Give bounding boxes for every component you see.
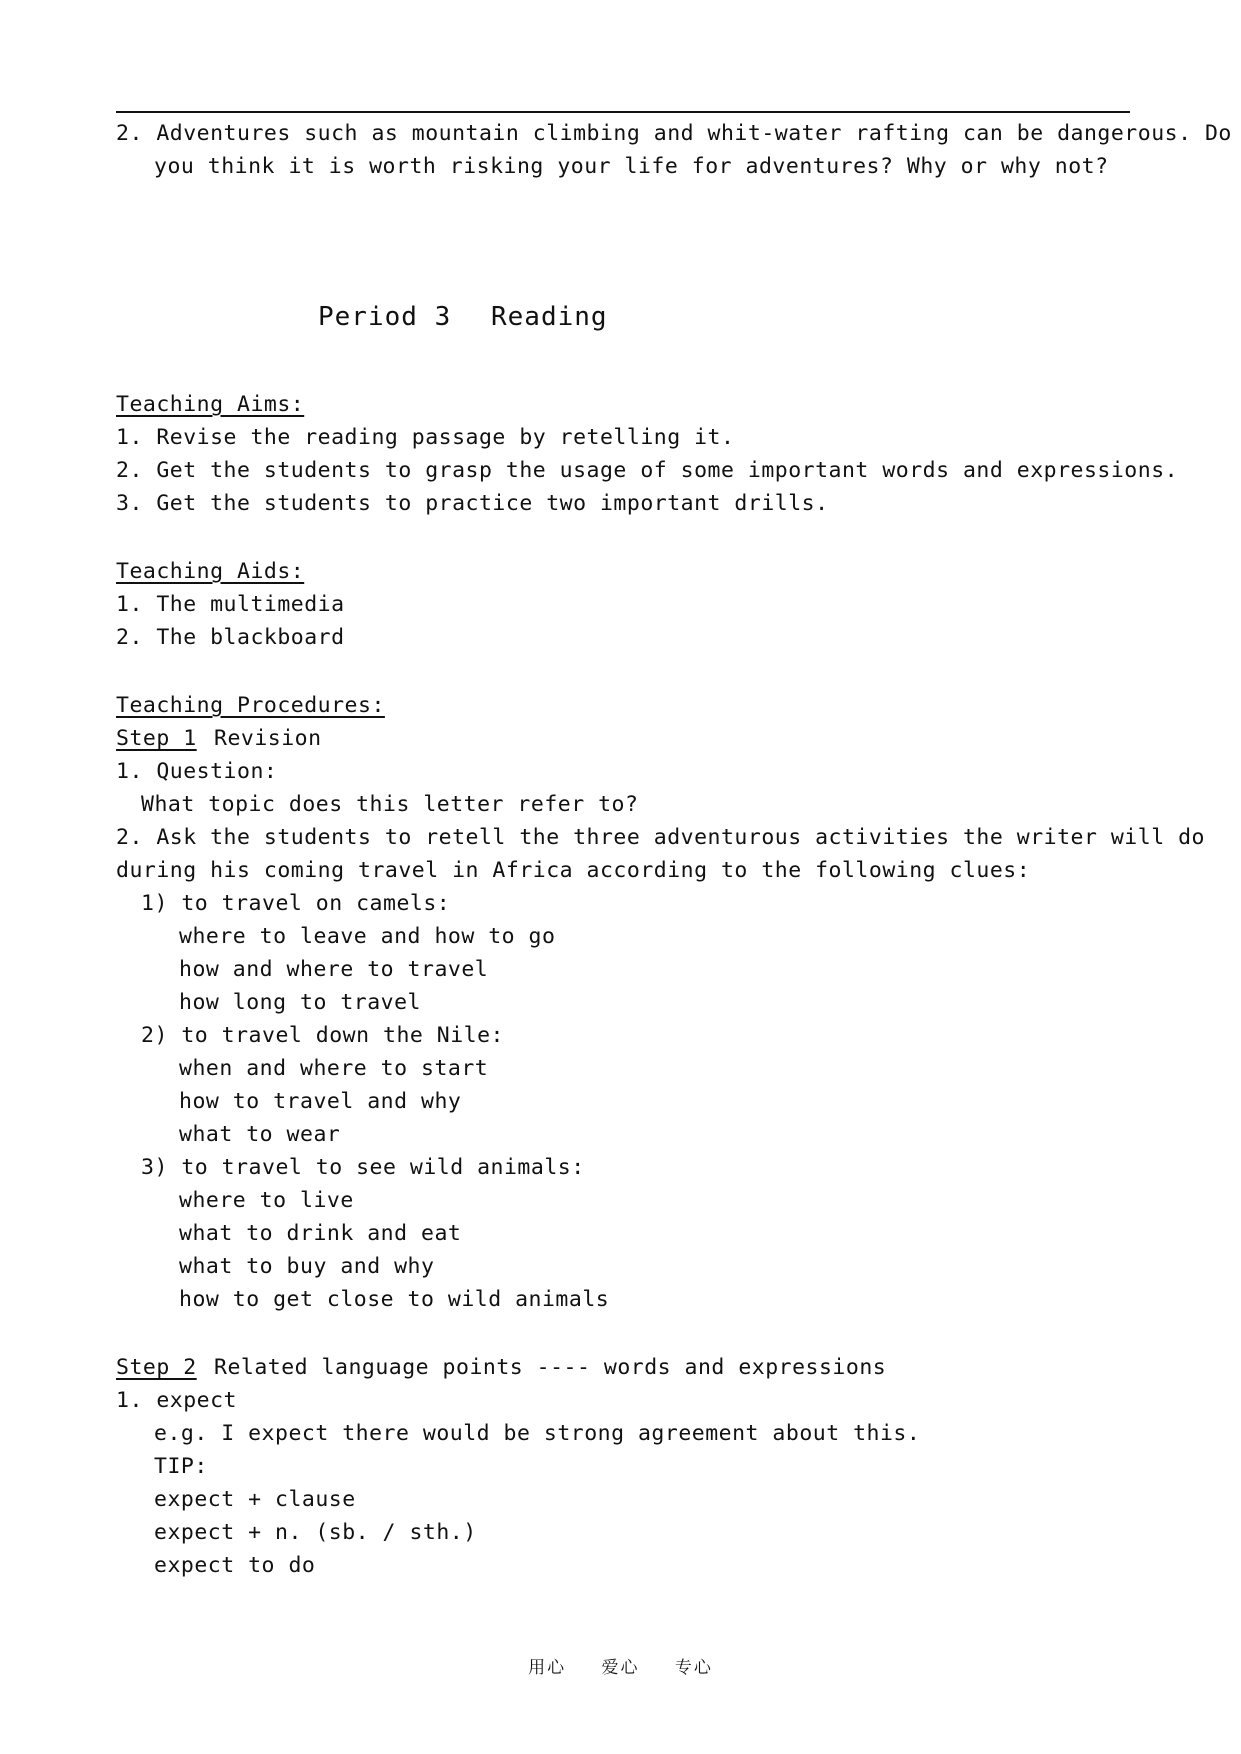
question-2-line1: 2. Adventures such as mountain climbing and whit-water rafting can be dangerous. Do [116, 121, 1232, 146]
aim-item: 1. Revise the reading passage by retelling it. [116, 425, 735, 450]
footer-word: 爱心 [601, 1658, 640, 1678]
period-title: Period 3 [318, 302, 452, 332]
question-2-line2: you think it is worth risking your life for adventures? Why or why not? [154, 154, 1109, 179]
step1-ask-line2: during his coming travel in Africa according to the following clues: [116, 858, 1031, 883]
clue-item: where to live [179, 1188, 354, 1213]
aim-item: 2. Get the students to grasp the usage of some important words and expressions. [116, 458, 1179, 483]
section-title: Reading [491, 302, 608, 332]
aid-item: 1. The multimedia [116, 592, 345, 617]
step1-question: What topic does this letter refer to? [141, 792, 639, 817]
aids-heading: Teaching Aids: [116, 559, 305, 584]
clue-item: how and where to travel [179, 957, 489, 982]
clue-item: what to wear [179, 1122, 341, 1147]
clue-item: how to travel and why [179, 1089, 462, 1114]
step1-question-label: 1. Question: [116, 759, 278, 784]
aim-item: 3. Get the students to practice two important drills. [116, 491, 829, 516]
step1-ask-line1: 2. Ask the students to retell the three adventurous activities the writer will do [116, 825, 1205, 850]
step1-title: Revision [214, 726, 322, 751]
clue-item: what to buy and why [179, 1254, 435, 1279]
footer-word: 专心 [674, 1658, 713, 1678]
expect-line: expect to do [154, 1553, 316, 1578]
clue-heading: 3) to travel to see wild animals: [141, 1155, 585, 1180]
procedures-heading: Teaching Procedures: [116, 693, 385, 718]
page-footer [0, 1653, 1241, 1678]
expect-line: TIP: [154, 1454, 208, 1479]
aims-heading: Teaching Aims: [116, 392, 305, 417]
expect-heading: 1. expect [116, 1388, 237, 1413]
footer-word: 用心 [528, 1658, 567, 1678]
clue-item: what to drink and eat [179, 1221, 462, 1246]
clue-heading: 2) to travel down the Nile: [141, 1023, 504, 1048]
step2-label: Step 2 [116, 1355, 197, 1380]
clue-heading: 1) to travel on camels: [141, 891, 451, 916]
expect-line: expect + clause [154, 1487, 356, 1512]
expect-line: expect + n. (sb. / sth.) [154, 1520, 477, 1545]
clue-item: when and where to start [179, 1056, 489, 1081]
clue-item: how to get close to wild animals [179, 1287, 610, 1312]
clue-item: how long to travel [179, 990, 421, 1015]
step2-title: Related language points ---- words and expressions [214, 1355, 887, 1380]
clue-item: where to leave and how to go [179, 924, 556, 949]
expect-line: e.g. I expect there would be strong agreement about this. [154, 1421, 921, 1446]
aid-item: 2. The blackboard [116, 625, 345, 650]
header-rule [116, 111, 1130, 113]
step1-label: Step 1 [116, 726, 197, 751]
